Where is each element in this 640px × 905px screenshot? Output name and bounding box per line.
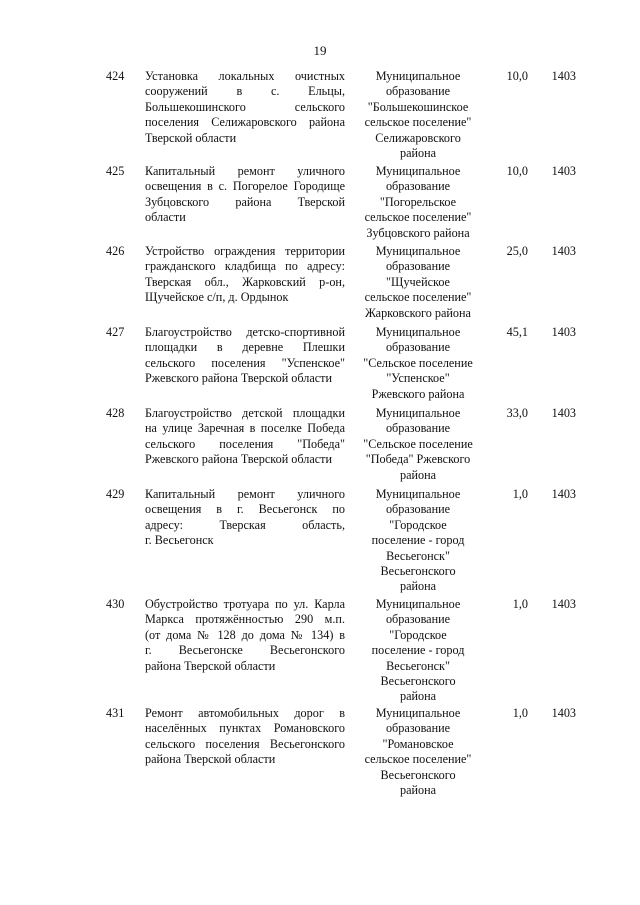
recipient-line: района [399, 579, 437, 594]
recipient-line: Весьегонского [380, 564, 456, 579]
description-line: Щучейское с/п, д. Ордынок [145, 290, 289, 305]
recipient-line: Селижаровского [375, 130, 461, 145]
row-code: 1403 [551, 164, 576, 178]
row-description [145, 244, 345, 306]
recipient-line: Муниципальное [375, 69, 461, 83]
description-line: сельского поселения "Успенское" [145, 355, 345, 370]
recipient-line: "Победа" Ржевского [365, 452, 471, 467]
recipient-line: "Городское [389, 517, 447, 532]
recipient-line: "Успенское" [386, 371, 450, 386]
recipient-line: сельское поселение" [364, 290, 472, 305]
recipient-line: образование [385, 721, 451, 736]
description-line: сельского поселения Весьегонского [145, 736, 345, 751]
row-description [145, 706, 345, 768]
row-description [145, 406, 345, 468]
recipient-line: сельское поселение" [364, 115, 472, 130]
recipient-line: Весьегонского [380, 767, 456, 782]
row-amount: 33,0 [506, 406, 528, 420]
recipient-line: образование [385, 84, 451, 99]
recipient-line: Муниципальное [375, 487, 461, 501]
row-recipient [353, 406, 483, 483]
row-recipient [353, 69, 483, 161]
description-line: гражданского кладбища по адресу: [145, 259, 345, 274]
row-number: 431 [106, 706, 125, 720]
recipient-line: сельское поселение" [364, 752, 472, 767]
recipient-line: района [399, 783, 437, 798]
row-amount: 25,0 [506, 244, 528, 258]
description-line: сооружений в с. Ельцы, [145, 84, 345, 99]
recipient-line: "Щучейское [386, 274, 450, 289]
row-code: 1403 [551, 69, 576, 83]
description-line: Установка локальных очистных [145, 69, 345, 83]
row-number: 428 [106, 406, 125, 420]
description-line: г. Весьегонск [145, 533, 214, 548]
recipient-line: Ржевского района [371, 386, 465, 401]
row-code: 1403 [551, 406, 576, 420]
row-code: 1403 [551, 325, 576, 339]
description-line: Ржевского района Тверской области [145, 371, 333, 386]
description-line: г. Весьегонске Весьегонского [145, 643, 345, 658]
description-line: освещения в г. Весьегонск по [145, 502, 345, 517]
row-amount: 10,0 [506, 69, 528, 83]
recipient-line: Весьегонск" [386, 548, 450, 563]
description-line: района Тверской области [145, 658, 276, 673]
description-line: площадки в деревне Плешки [145, 340, 345, 355]
recipient-line: "Сельское поселение [363, 436, 473, 451]
recipient-line: образование [385, 179, 451, 194]
recipient-line: Муниципальное [375, 406, 461, 420]
row-number: 429 [106, 487, 125, 501]
recipient-line: "Романовское [382, 736, 454, 751]
recipient-line: Зубцовского района [366, 225, 470, 240]
recipient-line: "Погорельское [379, 194, 457, 209]
row-code: 1403 [551, 244, 576, 258]
description-line: Зубцовского района Тверской [145, 194, 345, 209]
row-recipient [353, 597, 483, 705]
description-line: Ремонт автомобильных дорог в [145, 706, 345, 720]
row-recipient [353, 487, 483, 595]
description-line: Капитальный ремонт уличного [145, 164, 345, 178]
recipient-line: поселение - город [371, 643, 465, 658]
row-recipient [353, 164, 483, 241]
recipient-line: Жарковского района [365, 305, 471, 320]
recipient-line: Муниципальное [375, 244, 461, 258]
row-number: 427 [106, 325, 125, 339]
row-amount: 1,0 [512, 487, 528, 501]
description-line: Большекошинского сельского [145, 99, 345, 114]
recipient-line: поселение - город [371, 533, 465, 548]
description-line: адресу: Тверская область, [145, 517, 345, 532]
description-line: освещения в с. Погорелое Городище [145, 179, 345, 194]
row-description [145, 487, 345, 549]
row-amount: 1,0 [512, 706, 528, 720]
description-line: Ржевского района Тверской области [145, 452, 333, 467]
recipient-line: образование [385, 612, 451, 627]
row-description [145, 69, 345, 146]
row-code: 1403 [551, 487, 576, 501]
description-line: Тверская обл., Жарковский р-он, [145, 274, 345, 289]
description-line: на улице Заречная в поселке Победа [145, 421, 345, 436]
description-line: Маркса протяжённостью 290 м.п. [145, 612, 345, 627]
recipient-line: образование [385, 502, 451, 517]
row-description [145, 597, 345, 674]
description-line: Обустройство тротуара по ул. Карла [145, 597, 345, 611]
recipient-line: сельское поселение" [364, 210, 472, 225]
row-number: 426 [106, 244, 125, 258]
recipient-line: района [399, 467, 437, 482]
row-recipient [353, 325, 483, 402]
recipient-line: района [399, 689, 437, 704]
row-number: 425 [106, 164, 125, 178]
recipient-line: района [399, 146, 437, 161]
recipient-line: "Городское [389, 627, 447, 642]
row-recipient [353, 244, 483, 321]
recipient-line: Весьегонского [380, 674, 456, 689]
description-line: Благоустройство детской площадки [145, 406, 345, 420]
description-line: (от дома № 128 до дома № 134) в [145, 627, 345, 642]
row-number: 430 [106, 597, 125, 611]
row-number: 424 [106, 69, 125, 83]
recipient-line: "Большекошинское [367, 99, 469, 114]
page-number: 19 [313, 43, 327, 58]
description-line: Капитальный ремонт уличного [145, 487, 345, 501]
description-line: сельского поселения "Победа" [145, 436, 345, 451]
description-line: поселения Селижаровского района [145, 115, 345, 130]
recipient-line: Муниципальное [375, 706, 461, 720]
recipient-line: "Сельское поселение [363, 355, 473, 370]
row-amount: 1,0 [512, 597, 528, 611]
row-code: 1403 [551, 706, 576, 720]
row-recipient [353, 706, 483, 798]
row-code: 1403 [551, 597, 576, 611]
description-line: Тверской области [145, 130, 237, 145]
recipient-line: образование [385, 259, 451, 274]
description-line: области [145, 210, 186, 225]
recipient-line: Муниципальное [375, 325, 461, 339]
recipient-line: образование [385, 340, 451, 355]
description-line: Устройство ограждения территории [145, 244, 345, 258]
row-amount: 10,0 [506, 164, 528, 178]
recipient-line: образование [385, 421, 451, 436]
recipient-line: Муниципальное [375, 164, 461, 178]
description-line: населённых пунктах Романовского [145, 721, 345, 736]
row-amount: 45,1 [506, 325, 528, 339]
row-description [145, 325, 345, 387]
recipient-line: Весьегонск" [386, 658, 450, 673]
description-line: района Тверской области [145, 752, 276, 767]
recipient-line: Муниципальное [375, 597, 461, 611]
description-line: Благоустройство детско-спортивной [145, 325, 345, 339]
row-description [145, 164, 345, 226]
